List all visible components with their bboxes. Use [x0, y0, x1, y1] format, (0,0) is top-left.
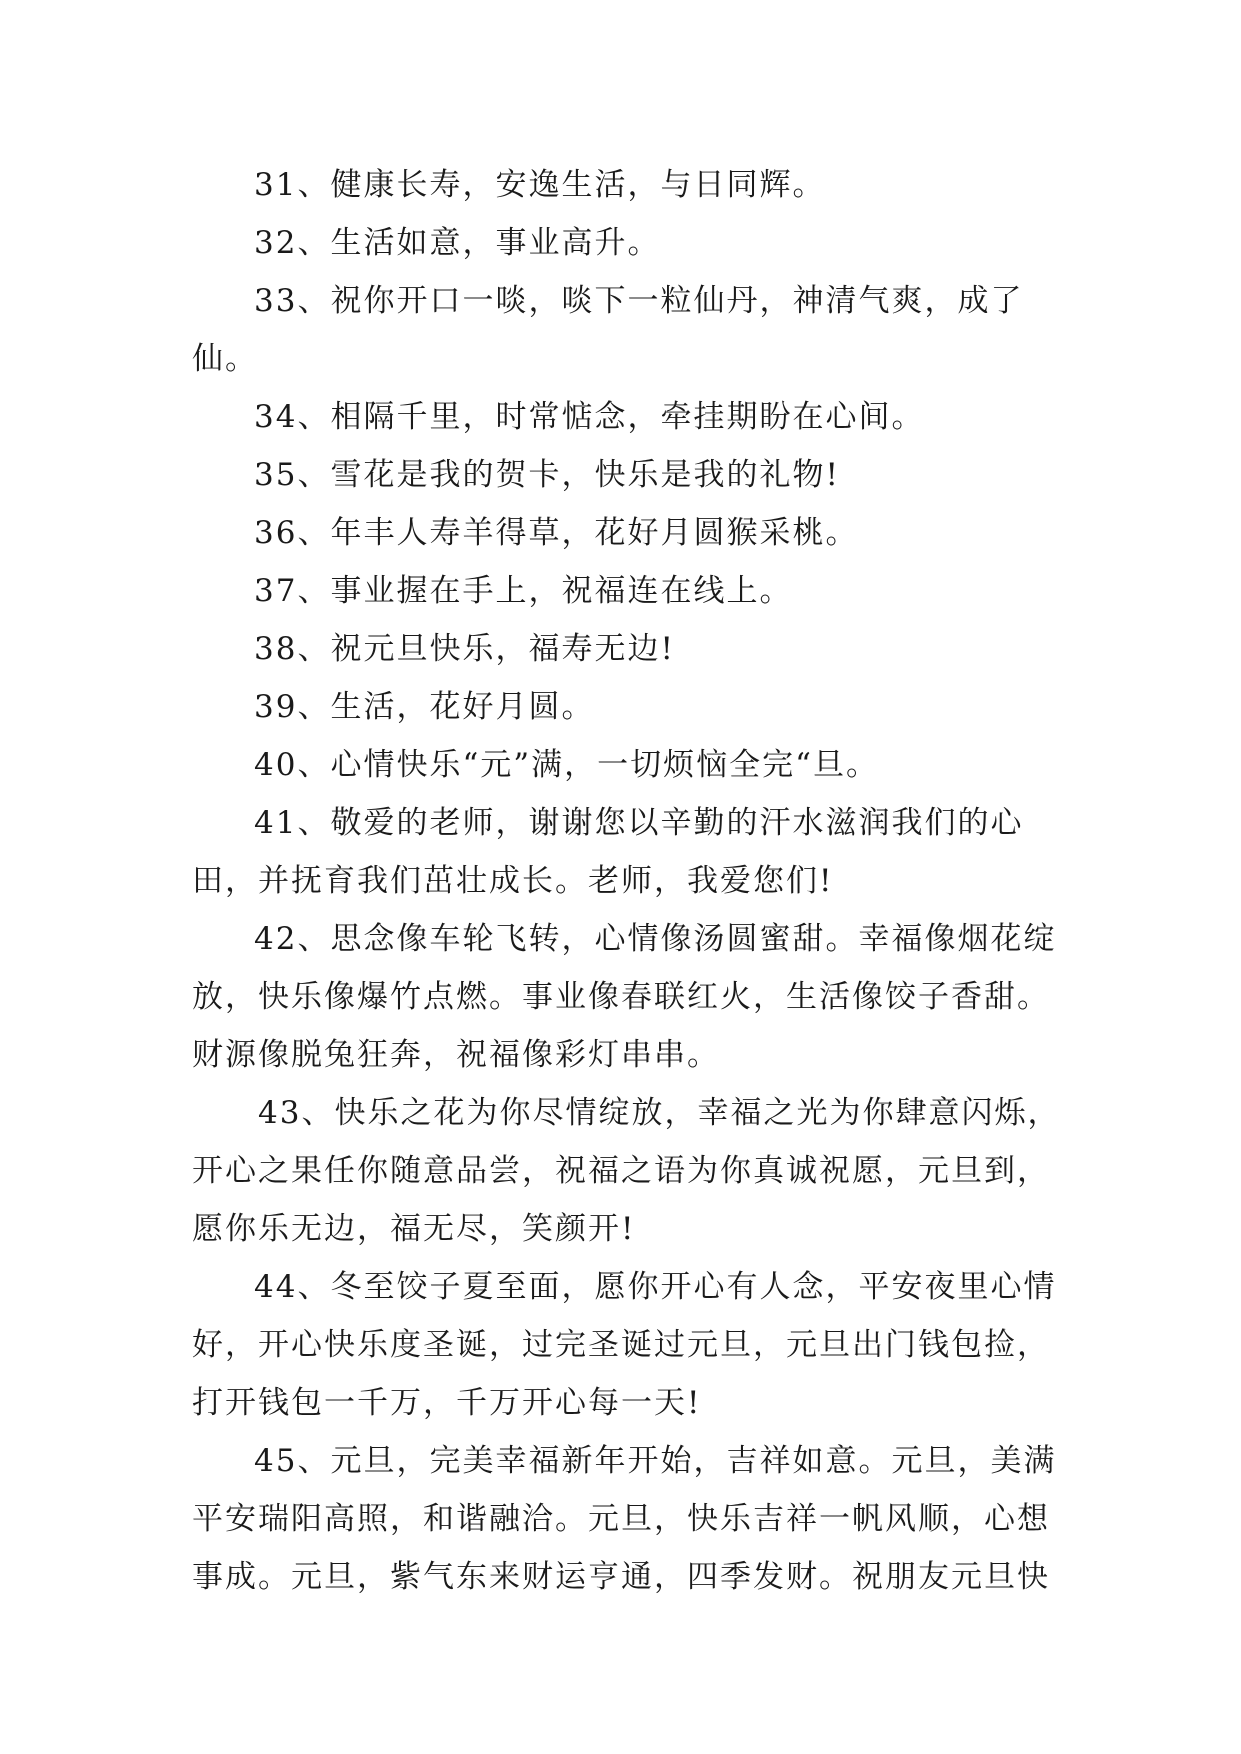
- paragraph-35: 35、雪花是我的贺卡，快乐是我的礼物!: [254, 457, 840, 493]
- paragraph-45: 45、元旦，完美幸福新年开始，吉祥如意。元旦，美满平安瑞阳高照，和谐融洽。元旦，快乐吉祥一帆风顺，心想事成。元旦，紫气东来财运亨通，四季发财。祝朋友元旦快: [192, 1443, 1057, 1595]
- paragraph-41: 41、敬爱的老师，谢谢您以辛勤的汗水滋润我们的心田，并抚育我们茁壮成长。老师，我爱您们!: [192, 805, 1024, 899]
- paragraph-39: 39、生活，花好月圆。: [254, 689, 595, 725]
- paragraph-33: 33、祝你开口一啖，啖下一粒仙丹，神清气爽，成了仙。: [192, 283, 1024, 377]
- paragraph-37: 37、事业握在手上，祝福连在线上。: [254, 573, 793, 609]
- paragraph-42: 42、思念像车轮飞转，心情像汤圆蜜甜。幸福像烟花绽放，快乐像爆竹点燃。事业像春联红火，生活像饺子香甜。财源像脱兔狂奔，祝福像彩灯串串。: [192, 921, 1057, 1073]
- paragraph-44: 44、冬至饺子夏至面，愿你开心有人念，平安夜里心情好，开心快乐度圣诞，过完圣诞过元旦，元旦出门钱包捡，打开钱包一千万，千万开心每一天!: [192, 1269, 1057, 1421]
- paragraph-40: 40、心情快乐“元”满，一切烦恼全完“旦。: [254, 747, 879, 783]
- paragraph-31: 31、健康长寿，安逸生活，与日同辉。: [254, 167, 826, 203]
- document-body: [192, 156, 1072, 1606]
- paragraph-34: 34、相隔千里，时常惦念，牵挂期盼在心间。: [254, 399, 925, 435]
- paragraph-32: 32、生活如意，事业高升。: [254, 225, 661, 261]
- paragraph-43: 43、快乐之花为你尽情绽放，幸福之光为你肆意闪烁，开心之果任你随意品尝，祝福之语为你真诚祝愿，元旦到，愿你乐无边，福无尽，笑颜开!: [192, 1095, 1061, 1247]
- paragraph-38: 38、祝元旦快乐，福寿无边!: [254, 631, 675, 667]
- paragraph-36: 36、年丰人寿羊得草，花好月圆猴采桃。: [254, 515, 859, 551]
